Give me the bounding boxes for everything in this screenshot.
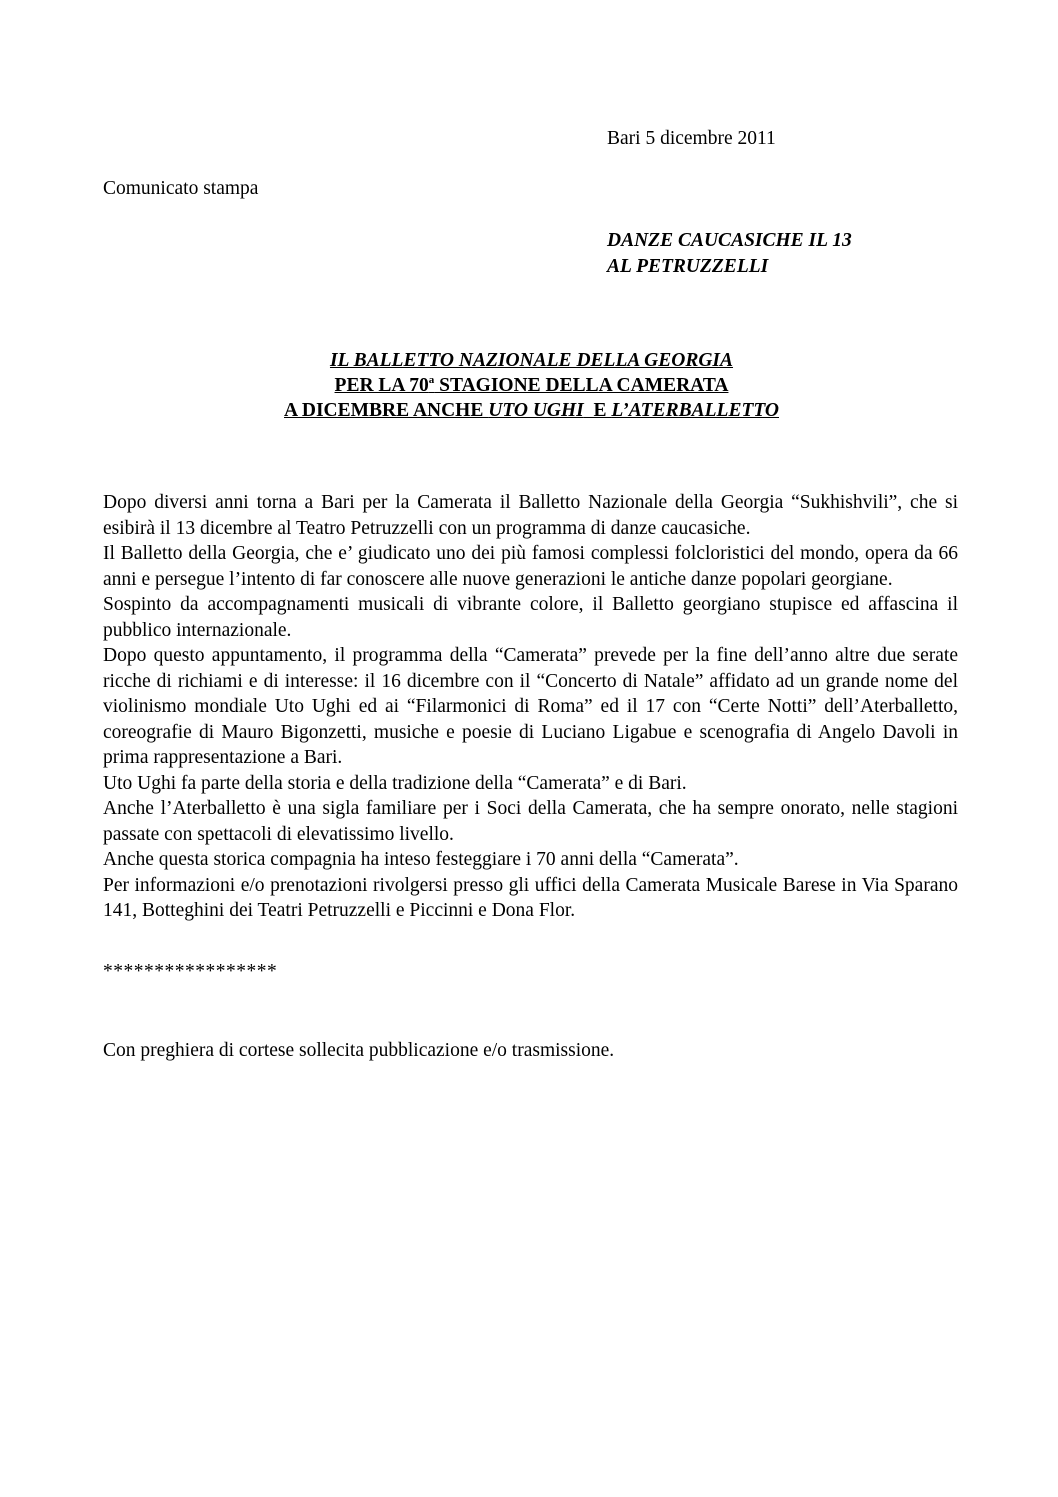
subject-block <box>607 228 852 280</box>
headline-line-1: IL BALLETTO NAZIONALE DELLA GEORGIA <box>329 350 734 371</box>
body-paragraph: Sospinto da accompagnamenti musicali di vibrante colore, il Balletto georgiano stupisce ed affascina il pubblico internazionale. <box>103 594 958 641</box>
document-type-label: Comunicato stampa <box>103 178 259 199</box>
subject-line-1: DANZE CAUCASICHE IL 13 <box>607 230 852 251</box>
headline-line-2-suffix: STAGIONE DELLA CAMERATA <box>434 375 729 396</box>
subject-line-2: AL PETRUZZELLI <box>607 256 769 277</box>
body-paragraph: Anche l’Aterballetto è una sigla familiare per i Soci della Camerata, che ha sempre onorato, nelle stagioni passate con spettacoli di elevatissimo livello. <box>103 798 958 845</box>
body-paragraph: Anche questa storica compagnia ha inteso festeggiare i 70 anni della “Camerata”. <box>103 849 739 870</box>
headline-ordinal-superscript: a <box>428 373 435 386</box>
body-paragraph: Per informazioni e/o prenotazioni rivolgersi presso gli uffici della Camerata Musicale Barese in Via Sparano 141, Botteghini dei Teatri Petruzzelli e Piccinni e Dona Flor. <box>103 874 958 921</box>
body-paragraph: Il Balletto della Georgia, che e’ giudicato uno dei più famosi complessi folcloristici del mondo, opera da 66 anni e persegue l’intento di far conoscere alle nuove generazioni le antiche danze popolari georgiane. <box>103 543 958 590</box>
headline-line-3-mid: E <box>583 400 612 421</box>
document-date: Bari 5 dicembre 2011 <box>607 128 776 149</box>
body-paragraph: Dopo diversi anni torna a Bari per la Camerata il Balletto Nazionale della Georgia “Sukhishvili”, che si esibirà il 13 dicembre al Teatro Petruzzelli con un programma di danze caucasiche. <box>103 492 958 539</box>
closing-line: Con preghiera di cortese sollecita pubblicazione e/o trasmissione. <box>103 1040 615 1061</box>
headline-name-uto-ughi: UTO UGHI <box>488 400 584 421</box>
headline-line-3 <box>103 398 960 423</box>
separator-asterisks: ***************** <box>103 961 278 982</box>
headline-line-2-prefix: PER LA 70 <box>334 375 429 396</box>
body-paragraph: Uto Ughi fa parte della storia e della tradizione della “Camerata” e di Bari. <box>103 772 687 794</box>
headline-block <box>103 348 960 423</box>
headline-name-aterballetto: L’ATERBALLETTO <box>611 400 779 421</box>
headline-line-3-prefix: A DICEMBRE ANCHE <box>284 400 489 421</box>
body-paragraph: Dopo questo appuntamento, il programma della “Camerata” prevede per la fine dell’anno altre due serate ricche di richiami e di interesse: il 16 dicembre con il “Concerto di Natale” affidato ad un grande nome del violinismo mondiale Uto Ughi ed ai “Filarmonici di Roma” ed il 17 con “Certe Notti” dell’Aterballetto, coreografie di Mauro Bigonzetti, musiche e poesie di Luciano Ligabue e scenografia di Angelo Davoli in prima rappresentazione a Bari. <box>103 645 958 768</box>
body-text <box>103 490 958 924</box>
headline-line-2 <box>103 373 960 398</box>
